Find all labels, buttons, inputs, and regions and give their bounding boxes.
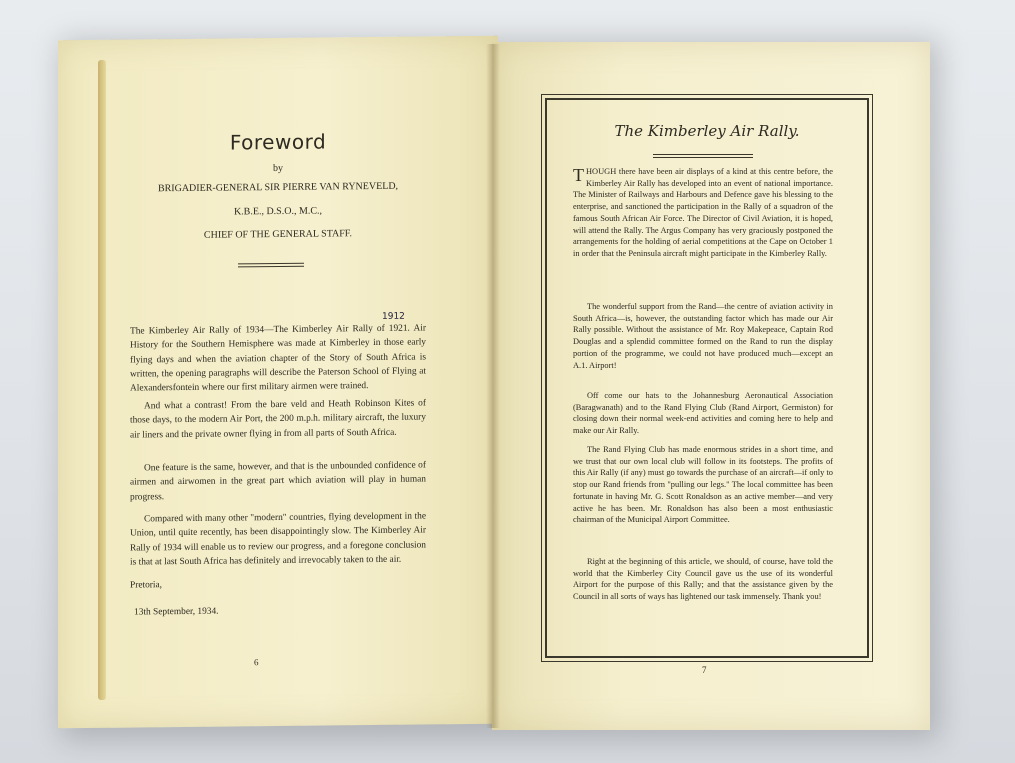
article-frame [545,98,869,658]
foreword-author: BRIGADIER-GENERAL SIR PIERRE VAN RYNEVELD, [157,180,399,195]
right-page [492,42,930,730]
left-page [58,36,498,729]
handwritten-correction: 1912 [382,311,405,322]
article-paragraph-5: Right at the beginning of this article, we should, of course, have told the world that the Kimberley City Council gave us the use of its wonderful Airport for the purpose of this Rally; and that the assistance given by the Council in all sorts of ways has lightened our task immensely. Thank you! [573,557,833,602]
article-paragraph-3: Off come our hats to the Johannesburg Aeronautical Association (Baragwanath) and to the Rand Flying Club (Rand Airport, Germiston) for closing down their normal week-end activities and coming here to help and make our Air Rally. [573,391,833,436]
foreword-title: Foreword [229,129,327,155]
foreword-paragraph-4: Compared with many other "modern" countries, flying development in the Union, until quite recently, has been disappointingly slow. The Kimberley Air Rally of 1934 will enable us to review our progress, and a foregone conclusion is that at last South Africa has definitely and irrevocably taken to the air. [130,511,426,568]
foreword-place: Pretoria, [130,580,163,591]
article-title-divider [653,154,753,158]
left-page-edge [98,60,106,700]
page-number-right: 7 [702,665,707,675]
article-paragraph-2: The wonderful support from the Rand—the centre of aviation activity in South Africa—is, however, the outstanding factor which has made our Air Rally possible. Without the assistance of Mr. Roy Makepeace, Captain Rod Douglas and a splendid committee formed on the Rand to run the display portion of the programme, we could not have produced much—except an A.1. Airport! [573,302,833,370]
foreword-date: 13th September, 1934. [134,606,219,618]
article-paragraph-1 [573,166,833,260]
foreword-by: by [273,162,283,175]
dropcap-letter: T [573,165,584,185]
article-title: The Kimberley Air Rally. [614,122,800,140]
book-spine [486,44,500,728]
foreword-position: CHIEF OF THE GENERAL STAFF. [203,228,353,241]
title-divider [238,263,304,268]
foreword-paragraph-2: And what a contrast! From the bare veld and Heath Robinson Kites of those days, to the modern Air Port, the 200 m.p.h. military aircraft, the luxury air liners and the private owner flying in from all parts of South Africa. [130,398,426,441]
foreword-paragraph-3: One feature is the same, however, and that is the unbounded confidence of airmen and airwomen in the great part which aviation will play in human progress. [130,460,426,503]
page-number-left: 6 [254,657,259,668]
article-paragraph-1-text: HOUGH there have been air displays of a kind at this centre before, the Kimberley Air Rally has developed into an event of national importance. The Minister of Railways and Harbours and Defence gave his blessing to the enterprise, and sanctioned the participation in the Rally of a squadron of the famous South African Air Force. The Director of Civil Aviation, it is hoped, will attend the Rally. The Argus Company has very graciously postponed the arrangements for the holding of aerial competitions at the Cape on October 1 in order that the Peninsula aircraft might participate in the Kimberley Rally. [573,167,833,258]
foreword-content [130,128,426,618]
foreword-paragraph-1: The Kimberley Air Rally of 1934—The Kimberley Air Rally of 1921. Air History for the Southern Hemisphere was made at Kimberley in those early flying days and when the aviation chapter of the Story of South Africa is written, the opening paragraphs will describe the Paterson School of Flying at Alexandersfontein where our first military airmen were trained. [130,323,426,394]
article-paragraph-4: The Rand Flying Club has made enormous strides in a short time, and we trust that our own local club will follow in its footsteps. The profits of this Air Rally (if any) must go towards the purchase of an aircraft—if only to stop our Rand friends from "pulling our legs." The local committee has been fortunate in having Mr. G. Scott Ronaldson as an active member—and very active he has been. Mr. Ronaldson has also been a most enthusiastic chairman of the Municipal Airport Committee. [573,445,833,525]
foreword-honours: K.B.E., D.S.O., M.C., [233,205,323,218]
